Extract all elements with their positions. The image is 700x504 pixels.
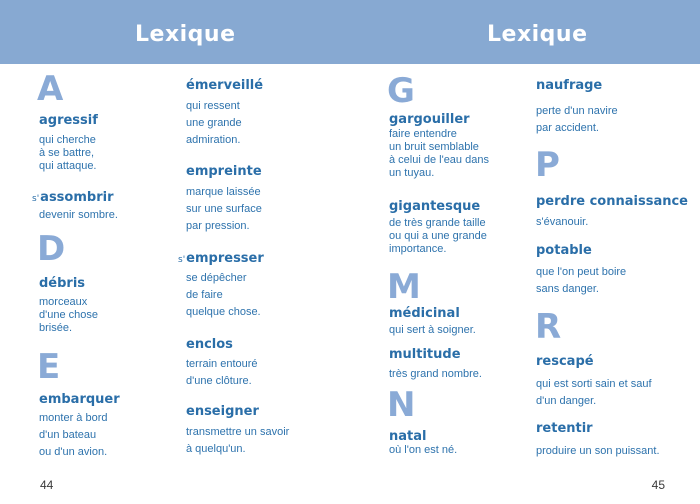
entry-definition-rescape: qui est sorti sain et sauf d'un danger. bbox=[536, 378, 652, 407]
entry-term-multitude: multitude bbox=[389, 347, 461, 362]
entry-definition-gargouiller: faire entendre un bruit semblable à celui de l'eau dans un tuyau. bbox=[389, 128, 489, 179]
section-letter-g: G bbox=[387, 71, 415, 111]
right-page bbox=[350, 0, 700, 504]
section-letter-n: N bbox=[387, 385, 416, 425]
entry-term-potable: potable bbox=[536, 243, 592, 258]
entry-definition-embarquer: monter à bord d'un bateau ou d'un avion. bbox=[39, 412, 108, 458]
entry-definition-medicinal: qui sert à soigner. bbox=[389, 324, 476, 336]
section-letter-m: M bbox=[387, 267, 421, 307]
section-letter-r: R bbox=[535, 307, 562, 347]
entry-definition-multitude: très grand nombre. bbox=[389, 368, 482, 380]
entry-definition-enseigner: transmettre un savoir à quelqu'un. bbox=[186, 426, 290, 455]
entry-term-enseigner: enseigner bbox=[186, 404, 259, 419]
entry-definition-potable: que l'on peut boire sans danger. bbox=[536, 266, 627, 295]
entry-definition-empreinte: marque laissée sur une surface par pression. bbox=[186, 186, 262, 232]
section-letter-e: E bbox=[37, 347, 61, 387]
entry-term-medicinal: médicinal bbox=[389, 306, 460, 321]
entry-definition-agressif: qui cherche à se battre, qui attaque. bbox=[39, 134, 97, 172]
entry-term-emerveille: émerveillé bbox=[186, 78, 264, 93]
entry-term-embarquer: embarquer bbox=[39, 392, 120, 407]
section-letter-d: D bbox=[37, 229, 66, 269]
entry-definition-retentir: produire un son puissant. bbox=[536, 445, 660, 457]
page-title: Lexique bbox=[135, 22, 236, 47]
entry-term-assombrir: s'assombrir bbox=[32, 190, 114, 205]
entry-term-natal: natal bbox=[389, 429, 427, 444]
entry-term-enclos: enclos bbox=[186, 337, 233, 352]
entry-definition-debris: morceaux d'une chose brisée. bbox=[39, 296, 98, 334]
entry-term-perdre-connaissance: perdre connaissance bbox=[536, 194, 688, 209]
entry-term-gigantesque: gigantesque bbox=[389, 199, 481, 214]
entry-term-rescape: rescapé bbox=[536, 354, 594, 369]
page-title: Lexique bbox=[487, 22, 588, 47]
entry-term-empreinte: empreinte bbox=[186, 164, 262, 179]
entry-definition-enclos: terrain entouré d'une clôture. bbox=[186, 358, 258, 387]
entry-definition-emerveille: qui ressent une grande admiration. bbox=[186, 100, 242, 146]
entry-definition-gigantesque: de très grande taille ou qui a une grande importance. bbox=[389, 217, 487, 255]
page-number: 45 bbox=[651, 478, 665, 492]
entry-definition-empresser: se dépêcher de faire quelque chose. bbox=[186, 272, 261, 318]
entry-term-retentir: retentir bbox=[536, 421, 593, 436]
section-letter-p: P bbox=[535, 145, 560, 185]
entry-term-naufrage: naufrage bbox=[536, 78, 603, 93]
entry-definition-perdre-connaissance: s'évanouir. bbox=[536, 216, 589, 228]
entry-definition-assombrir: devenir sombre. bbox=[39, 209, 118, 221]
entry-term-agressif: agressif bbox=[39, 113, 98, 128]
entry-term-empresser: s'empresser bbox=[178, 251, 264, 266]
entry-definition-natal: où l'on est né. bbox=[389, 444, 458, 456]
page-number: 44 bbox=[40, 478, 54, 492]
entry-term-debris: débris bbox=[39, 276, 86, 291]
section-letter-a: A bbox=[37, 69, 64, 109]
entry-term-gargouiller: gargouiller bbox=[389, 112, 470, 127]
entry-definition-naufrage: perte d'un navire par accident. bbox=[536, 105, 618, 134]
